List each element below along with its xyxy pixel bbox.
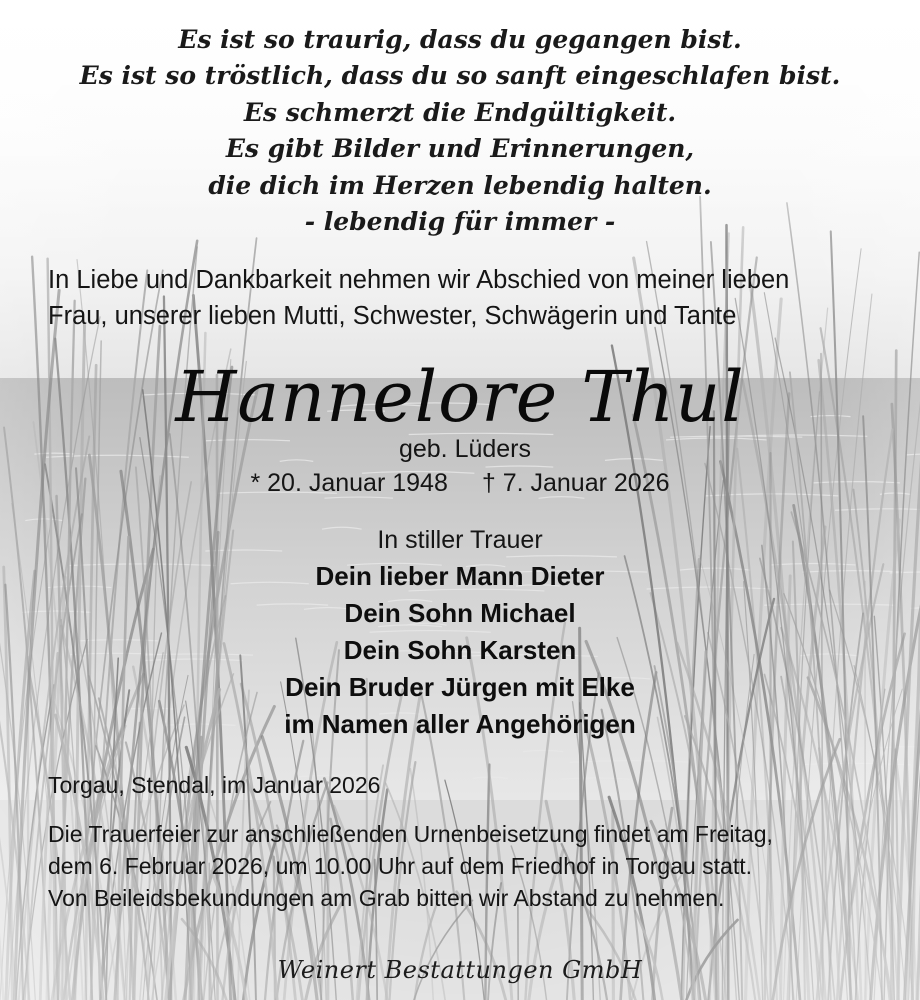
death-date: † 7. Januar 2026 [481,469,670,497]
poem-line: - lebendig für immer - [304,207,616,237]
farewell-intro [48,262,898,334]
funeral-details [48,818,908,914]
maiden-name: geb. Lüders [398,435,532,463]
intro-line: In Liebe und Dankbarkeit nehmen wir Abschied von meiner lieben [48,266,790,294]
poem [0,22,920,240]
mourning-heading: In stiller Trauer [377,526,543,554]
birth-date: * 20. Januar 1948 [250,469,448,497]
mourner: Dein lieber Mann Dieter [315,561,605,591]
funeral-line: Von Beileidsbekundungen am Grab bitten wir Abstand zu nehmen. [48,885,725,911]
funeral-line: dem 6. Februar 2026, um 10.00 Uhr auf dem Friedhof in Torgau statt. [48,853,753,879]
poem-line: Es ist so tröstlich, dass du so sanft eingeschlafen bist. [79,61,841,91]
mourner: im Namen aller Angehörigen [284,709,636,739]
mourner: Dein Sohn Michael [344,598,576,628]
intro-line: Frau, unserer lieben Mutti, Schwester, Schwägerin und Tante [48,302,737,330]
life-dates [0,467,920,499]
poem-line: Es schmerzt die Endgültigkeit. [243,97,677,127]
funeral-line: Die Trauerfeier zur anschließenden Urnenbeisetzung findet am Freitag, [48,821,773,847]
mourner: Dein Bruder Jürgen mit Elke [285,672,635,702]
place-and-date: Torgau, Stendal, im Januar 2026 [48,772,381,798]
poem-line: die dich im Herzen lebendig halten. [208,170,712,200]
funeral-home-signature: Weinert Bestattungen GmbH [277,956,643,984]
deceased-name: Hannelore Thul [175,356,745,438]
mourners-list [0,558,920,743]
mourner: Dein Sohn Karsten [343,635,577,665]
poem-line: Es gibt Bilder und Erinnerungen, [225,134,695,164]
poem-line: Es ist so traurig, dass du gegangen bist. [178,25,742,54]
